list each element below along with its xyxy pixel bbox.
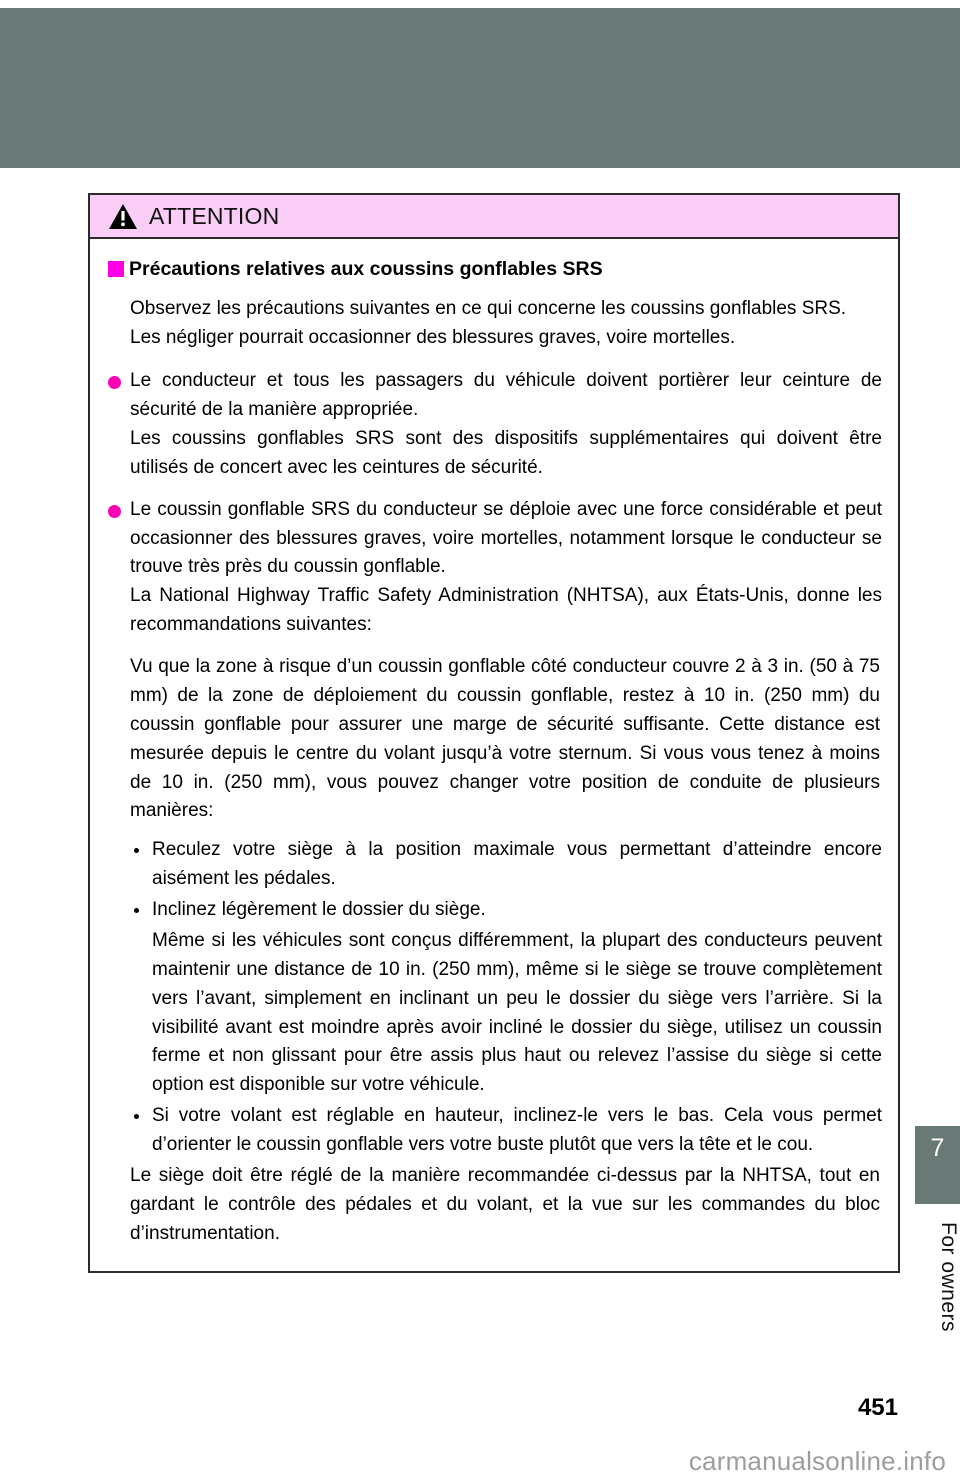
sub-bullet-item [108, 896, 882, 925]
page-header-band [0, 8, 960, 168]
site-watermark: carmanualsonline.info [688, 1446, 946, 1476]
bullet-2-paragraph-1: Le coussin gonflable SRS du conducteur se déploie avec une force considérable et peut occasionner des blessures graves, voire mortelles, notamment lorsque le conducteur se trouve très près du coussin gonflable. [130, 498, 882, 578]
sub-bullet-2-continuation: Même si les véhicules sont conçus différemment, la plupart des conducteurs peuvent maintenir une distance de 10 in. (250 mm), même si le siège se trouve complètement vers l’avant, simplement en inclinant un peu le dossier du siège vers l’arrière. Si la visibilité avant est moindre après avoir incliné le dossier du siège, utilisez un coussin ferme et non glissant pour être assis plus haut ou relevez l’assise du siège si cette option est disponible sur votre véhicule. [152, 929, 882, 1096]
sub-bullet-3-text: Si votre volant est réglable en hauteur, inclinez-le vers le bas. Cela vous permet d’orienter le coussin gonflable vers votre buste plutôt que vers la tête et le cou. [152, 1105, 882, 1155]
sub-bullet-item [108, 1102, 882, 1160]
small-dot-bullet-icon [134, 848, 139, 853]
round-bullet-icon [108, 376, 121, 389]
intro-paragraph-group [108, 295, 882, 353]
section-heading [108, 257, 882, 281]
warning-box-header [90, 195, 898, 239]
warning-title: ATTENTION [149, 202, 280, 229]
intro-paragraph-1: Observez les précautions suivantes en ce qui concerne les coussins gonflables SRS. [130, 298, 847, 320]
sub-bullet-2-text: Inclinez légèrement le dossier du siège. [152, 899, 486, 920]
section-heading-text: Précautions relatives aux coussins gonflables SRS [129, 258, 603, 280]
square-marker-icon [108, 261, 124, 277]
chapter-section-label: For owners [937, 1222, 960, 1333]
bullet-item [108, 367, 882, 483]
nhtsa-recommendation-paragraph: Vu que la zone à risque d’un coussin gonflable côté conducteur couvre 2 à 3 in. (50 à 75 mm) de la zone de déploiement du coussin gonflable, restez à 10 in. (250 mm) du coussin gonflable pour assurer une marge de sécurité suffisante. Cette distance est mesurée depuis le centre du volant jusqu’à votre sternum. Si vous vous tenez à moins de 10 in. (250 mm), vous pouvez changer votre position de conduite de plusieurs manières: [130, 656, 880, 822]
round-bullet-icon [108, 505, 121, 518]
warning-box-body [90, 239, 898, 1271]
intro-paragraph-2: Les négliger pourrait occasionner des blessures graves, voire mortelles. [130, 327, 736, 349]
bullet-1-paragraph-1: Le conducteur et tous les passagers du véhicule doivent portièrer leur ceinture de sécurité de la manière appropriée. [130, 370, 882, 420]
small-dot-bullet-icon [134, 908, 139, 913]
page-number: 451 [857, 1394, 898, 1421]
attention-warning-box [88, 193, 900, 1273]
closing-paragraph: Le siège doit être réglé de la manière recommandée ci-dessus par la NHTSA, tout en gardant le contrôle des pédales et du volant, et la vue sur les commandes du bloc d’instrumentation. [130, 1164, 880, 1244]
bullet-1-paragraph-2: Les coussins gonflables SRS sont des dispositifs supplémentaires qui doivent être utilisés de concert avec les ceintures de sécurité. [130, 427, 882, 478]
bullet-item [108, 496, 882, 640]
small-dot-bullet-icon [134, 1114, 139, 1119]
chapter-number: 7 [930, 1134, 945, 1162]
sub-bullet-item [108, 836, 882, 894]
sub-bullet-1-text: Reculez votre siège à la position maximale vous permettant d’atteindre encore aisément les pédales. [152, 839, 882, 890]
bullet-2-paragraph-2: La National Highway Traffic Safety Administration (NHTSA), aux États-Unis, donne les recommandations suivantes: [130, 585, 882, 636]
warning-triangle-icon [108, 203, 138, 230]
chapter-number-tab [915, 1126, 960, 1204]
